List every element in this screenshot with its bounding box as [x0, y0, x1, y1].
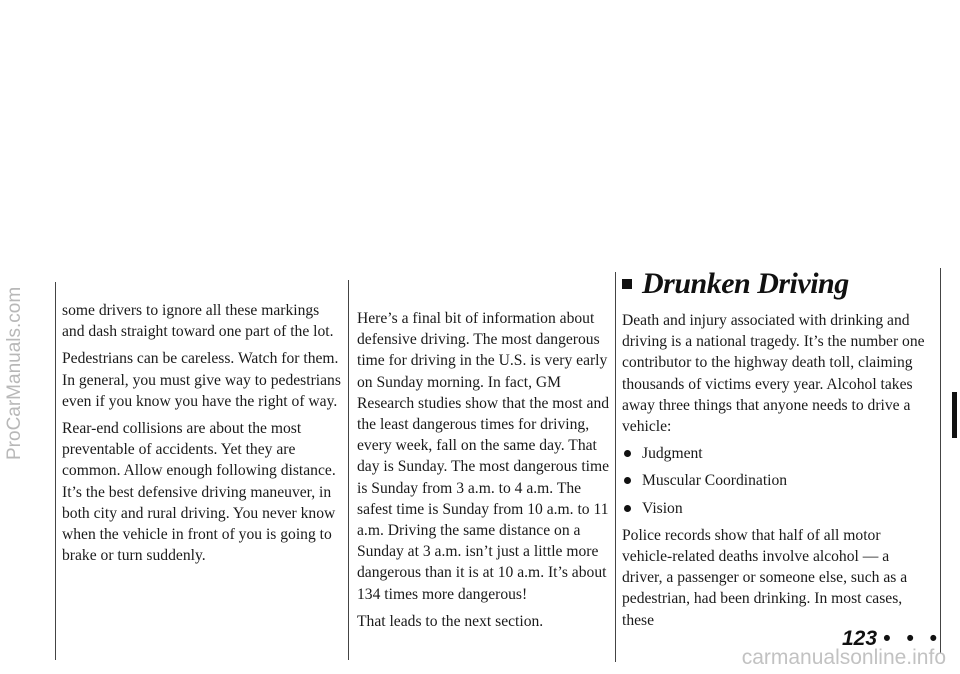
bullet-dot-icon	[624, 450, 631, 457]
list-item: Judgment	[622, 443, 932, 464]
column-3	[622, 266, 932, 637]
continuation-dots: • • •	[883, 627, 942, 650]
side-watermark-text: ProCarManuals.com	[4, 286, 25, 460]
list-item: Muscular Coordination	[622, 470, 932, 491]
column-rule-2	[348, 280, 349, 660]
paragraph: Police records show that half of all motor vehicle-related deaths involve alcohol — a driver, a passenger or someone else, such as a pedestrian, had been drinking. In most cases, these	[622, 526, 908, 629]
paragraph: some drivers to ignore all these markings and dash straight toward one part of the lot.	[62, 302, 334, 341]
column-rule-4	[940, 268, 941, 653]
column-2	[357, 308, 619, 638]
paragraph: Death and injury associated with drinking and driving is a national tragedy. It’s the number one contributor to the highway death toll, claiming thousands of victims every year. Alcohol takes away three things that anyone needs to drive a vehicle:	[622, 312, 925, 436]
bullet-dot-icon	[624, 505, 631, 512]
page-number-text: 123	[842, 627, 878, 650]
bullet-dot-icon	[624, 477, 631, 484]
paragraph: That leads to the next section.	[357, 612, 544, 630]
section-heading-text: Drunken Driving	[642, 267, 849, 300]
square-bullet-icon	[622, 279, 632, 289]
section-heading	[622, 266, 932, 302]
paragraph: Rear-end collisions are about the most preventable of accidents. Yet they are common. Allow enough following distance. It’s the best defensive driving maneuver, in both city and rural driving. You never know when the vehicle in front of you is going to brake or turn suddenly.	[62, 420, 336, 565]
paragraph: Pedestrians can be careless. Watch for them. In general, you must give way to pedestrians even if you know you have the right of way.	[62, 350, 341, 410]
side-watermark	[0, 0, 24, 674]
edge-tab-mark	[952, 392, 957, 438]
bottom-watermark: carmanualsonline.info	[741, 646, 946, 669]
column-1	[62, 300, 344, 572]
list-item: Vision	[622, 498, 932, 519]
bullet-list	[622, 443, 932, 519]
paragraph: Here’s a final bit of information about defensive driving. The most dangerous time for driving in the U.S. is very early on Sunday morning. In fact, GM Research studies show that the most and the least dangerous times for driving, every week, fall on the same day. That day is Sunday. The most dangerous time is Sunday from 3 a.m. to 4 a.m. The safest time is Sunday from 10 a.m. to 11 a.m. Driving the same distance on a Sunday at 3 a.m. isn’t just a little more dangerous than it is at 10 a.m. It’s about 134 times more dangerous!	[357, 310, 610, 603]
column-rule-1	[55, 282, 56, 660]
